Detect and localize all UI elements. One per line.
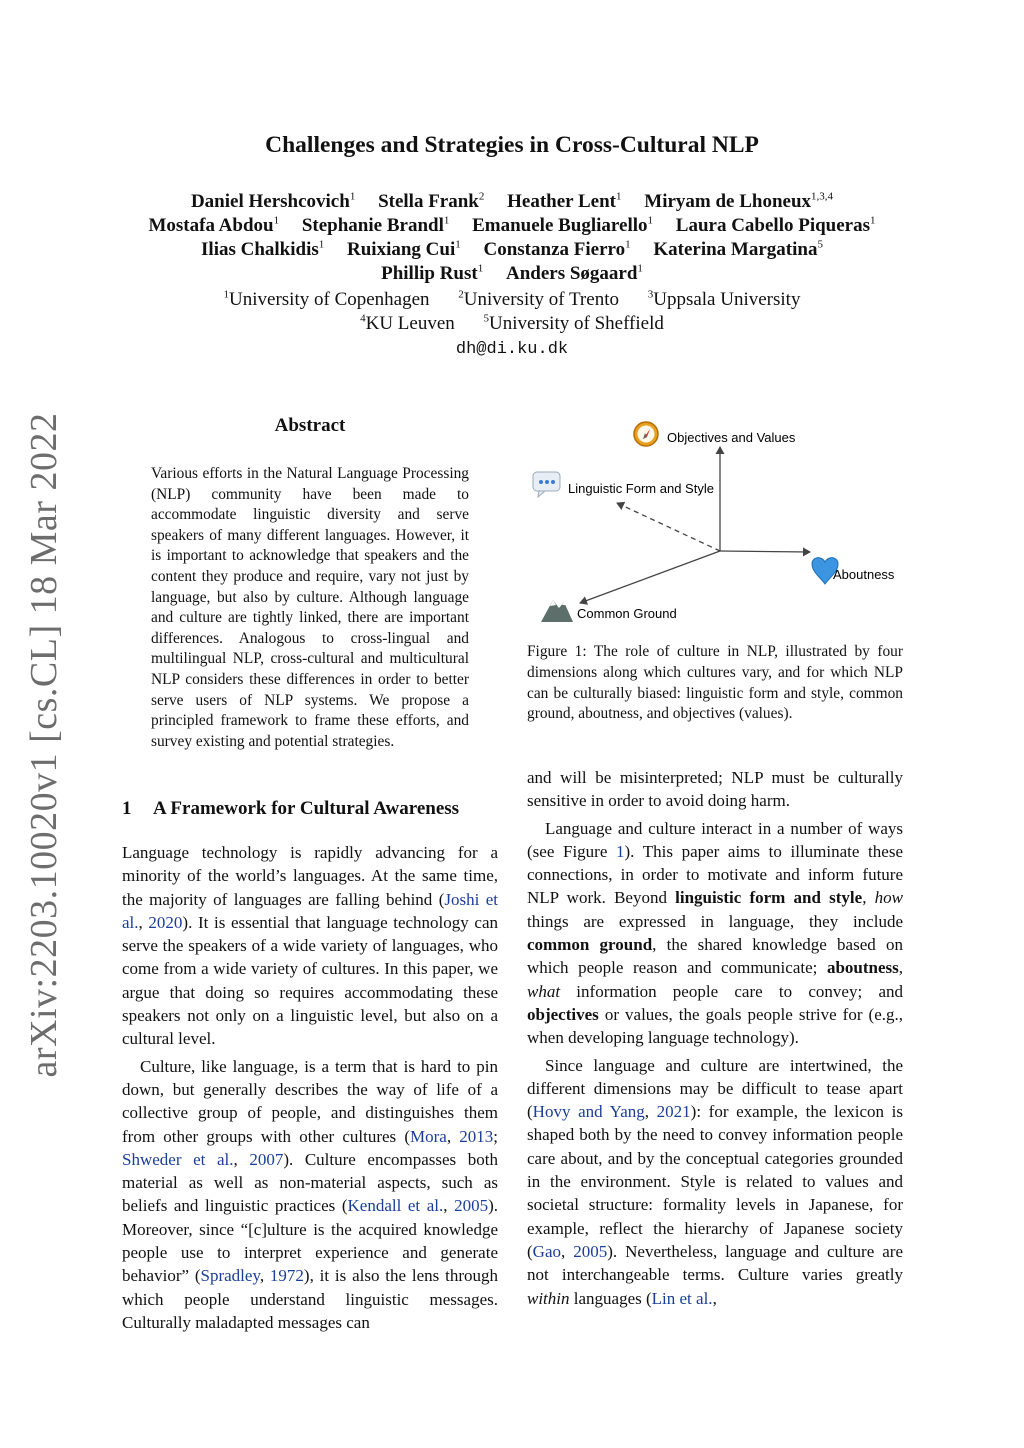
affiliation: $^1$University of Copenhagen: [223, 288, 430, 310]
citation-link[interactable]: 2013: [459, 1126, 494, 1146]
author: Emanuele Bugliarello$^1$: [472, 214, 654, 236]
citation-link[interactable]: Shweder et al.: [122, 1149, 234, 1169]
common-ground-label: Common Ground: [577, 606, 677, 621]
linguistic-label: Linguistic Form and Style: [568, 481, 714, 496]
citation-link[interactable]: 2007: [249, 1149, 284, 1169]
common-ground-axis: [580, 551, 720, 603]
author: Constanza Fierro$^1$: [483, 238, 631, 260]
left-column-body: [122, 841, 498, 1334]
author-line-2: [0, 214, 1024, 238]
citation-link[interactable]: Mora: [410, 1126, 447, 1146]
affiliation-line-2: [0, 312, 1024, 336]
citation-link[interactable]: 2021: [656, 1102, 691, 1122]
author: Mostafa Abdou$^1$: [148, 214, 280, 236]
author-line-3: [0, 238, 1024, 262]
citation-link[interactable]: 1972: [269, 1266, 304, 1286]
citation-link[interactable]: Lin et al.: [651, 1288, 713, 1308]
linguistic-axis: [617, 503, 720, 551]
author: Phillip Rust$^1$: [381, 262, 484, 284]
author: Miryam de Lhoneux$^{1,3,4}$: [644, 190, 834, 212]
mountain-icon: [541, 600, 573, 622]
paragraph: Language technology is rapidly advancing for a minority of the world’s languages. At the same time, the majority of languages are falling behind (Joshi et al., 2020). It is essential that language technology can serve the speakers of a wide variety of languages, who come from a wide variety of cultures. In this paper, we argue that doing so requires accommodating these speakers not only on a linguistic level, but also on a cultural level.: [122, 843, 499, 1049]
citation-link[interactable]: 2020: [148, 912, 183, 932]
citation-link[interactable]: 2005: [573, 1241, 608, 1261]
abstract-heading: Abstract: [274, 415, 346, 436]
author: Ilias Chalkidis$^1$: [201, 238, 325, 260]
right-column-body: [527, 766, 903, 1310]
author: Heather Lent$^1$: [507, 190, 622, 212]
section-title: A Framework for Cultural Awareness: [153, 798, 460, 819]
paragraph: Since language and culture are intertwined, the different dimensions may be difficult to tease apart (Hovy and Yang, 2021): for example, the lexicon is shaped both by the need to convey information people care about, and by the conceptual categories grounded in the environment. Style is related to values and societal structure: formality levels in Japanese, for example, reflect the hierarchy of Japanese society (Gao, 2005). Nevertheless, language and culture are not interchangeable terms. Culture varies greatly within languages (Lin et al.,: [527, 1055, 904, 1308]
speech-bubble-icon: [533, 472, 560, 497]
section-number: 1: [122, 798, 132, 819]
figure-reference-link[interactable]: 1: [616, 841, 625, 861]
citation-link[interactable]: Hovy and Yang: [532, 1102, 645, 1122]
citation-link[interactable]: 2005: [454, 1196, 489, 1216]
author: Katerina Margatina$^5$: [653, 238, 823, 260]
affiliation-line-1: [0, 288, 1024, 312]
author: Stella Frank$^2$: [378, 190, 485, 212]
paragraph: Culture, like language, is a term that is hard to pin down, but generally describes the way of life of a collective group of people, and distinguishes them from other groups with other cultures (Mora, 2013; Shweder et al., 2007). Culture encompasses both material as well as non-material aspects, such as beliefs and linguistic practices (Kendall et al., 2005). Moreover, since “[c]ulture is the acquired knowledge people use to interpret experience and generate behavior” (Spradley, 1972), it is also the lens through which people understand linguistic messages. Culturally maladapted messages can: [122, 1056, 498, 1332]
objectives-label: Objectives and Values: [667, 430, 796, 445]
affiliation: $^3$Uppsala University: [647, 288, 801, 310]
paper-title: Challenges and Strategies in Cross-Cultural NLP: [265, 132, 759, 158]
compass-icon: [634, 422, 658, 446]
aboutness-axis: [720, 551, 810, 552]
figure-1-diagram: [525, 410, 905, 630]
author: Anders Søgaard$^1$: [505, 262, 643, 284]
affiliation: $^2$University of Trento: [458, 288, 619, 310]
affiliation: $^4$KU Leuven: [360, 312, 455, 334]
paragraph: and will be misinterpreted; NLP must be culturally sensitive in order to avoid doing harm.: [527, 768, 903, 811]
author: Laura Cabello Piqueras$^1$: [675, 214, 876, 236]
citation-link[interactable]: Gao: [532, 1241, 561, 1261]
author: Stephanie Brandl$^1$: [301, 214, 450, 236]
author: Ruixiang Cui$^1$: [347, 238, 461, 260]
abstract-text: Various efforts in the Natural Language Processing (NLP) community have been made to accommodate linguistic diversity and serve speakers of many different languages. However, it is important to acknowledge that speakers and the content they produce and require, vary not just by language, but also by culture. Although language and culture are tightly linked, there are important differences. Analogous to cross-lingual and multilingual NLP, cross-cultural and multicultural NLP considers these differences in order to better serve users of NLP systems. We propose a principled framework to frame these efforts, and survey existing and potential strategies.: [151, 465, 469, 750]
author-line-4: [0, 262, 1024, 286]
paragraph: Language and culture interact in a number of ways (see Figure 1). This paper aims to illuminate these connections, in order to motivate and inform future NLP work. Beyond linguistic form and style, how things are expressed in language, they include common ground, the shared knowledge based on which people reason and communicate; aboutness, what information people care to convey; and objectives or values, the goals people strive for (e.g., when developing language technology).: [527, 818, 903, 1048]
section-heading: [122, 798, 498, 820]
citation-link[interactable]: Spradley: [200, 1266, 260, 1286]
author-line-1: [0, 190, 1024, 214]
citation-link[interactable]: Kendall et al.: [347, 1196, 444, 1216]
citation-link[interactable]: Joshi et al.: [122, 889, 498, 932]
contact-email[interactable]: dh@di.ku.dk: [455, 340, 569, 359]
author: Daniel Hershcovich$^1$: [190, 190, 356, 212]
figure-caption: Figure 1: The role of culture in NLP, illustrated by four dimensions along which cultures vary, and for which NLP can be culturally biased: linguistic form and style, common ground, aboutness, and objectives (values).: [527, 643, 903, 723]
aboutness-label: Aboutness: [833, 567, 895, 582]
arxiv-stamp: arXiv:2203.10020v1 [cs.CL] 18 Mar 2022: [23, 412, 65, 1078]
affiliation: $^5$University of Sheffield: [483, 312, 664, 334]
